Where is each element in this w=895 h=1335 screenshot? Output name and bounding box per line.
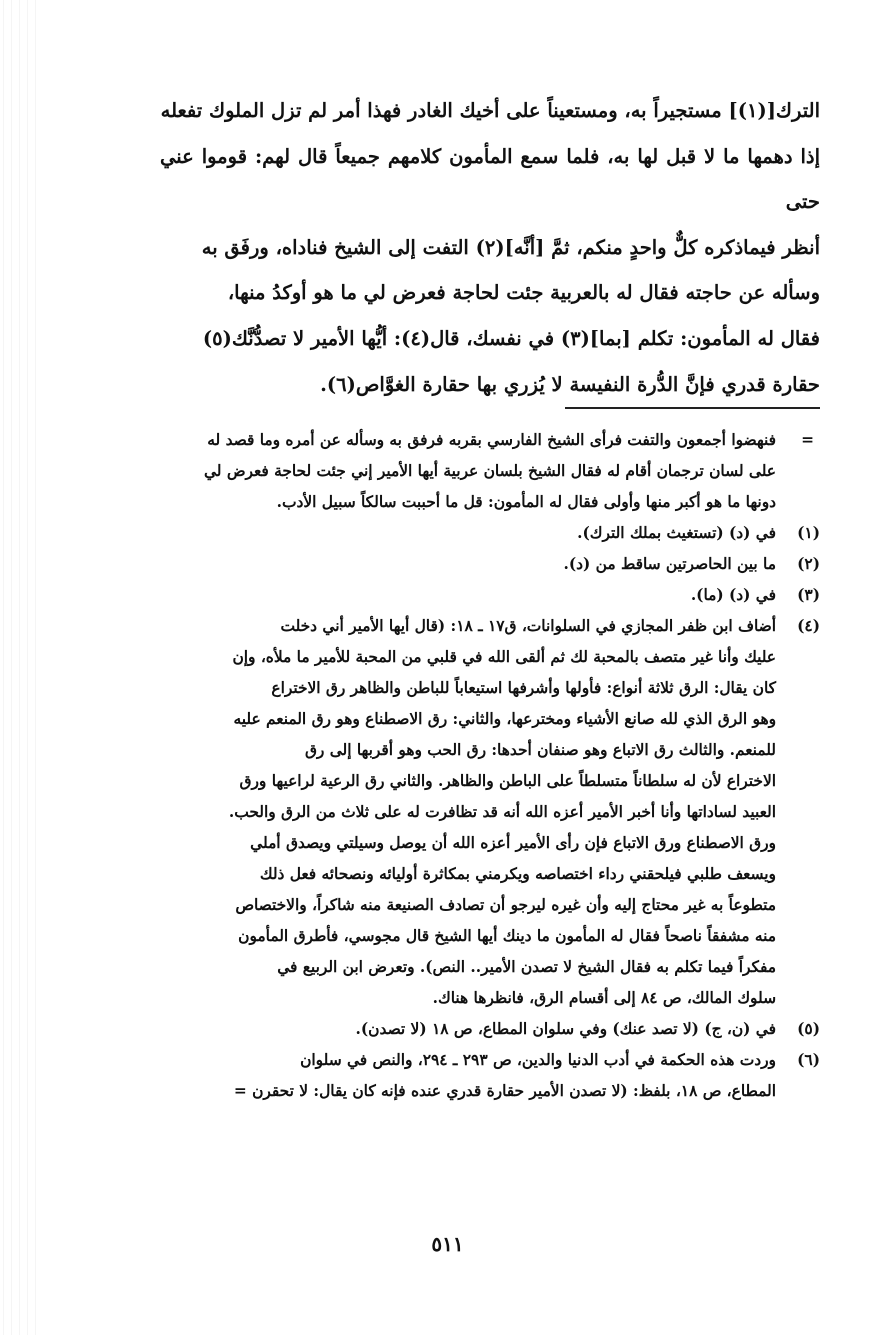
footnote-text — [160, 518, 776, 549]
footnote-line: متطوعاً به غير محتاج إليه وأن غيره ليرجو أن تصادف الصنيعة منه شاكراً، والاختصاص — [235, 896, 776, 914]
scan-edge-margin — [0, 0, 40, 1335]
footnote-4 — [160, 611, 820, 1014]
main-line: أنظر فيماذكره كلٌّ واحدٍ منكم، ثمَّ [أنَّه](٢) التفت إلى الشيخ فناداه، ورفَق به — [201, 235, 820, 259]
footnote-text — [160, 1014, 776, 1045]
main-line: الترك[(١)] مستجيراً به، ومستعيناً على أخيك الغادر فهذا أمر لم تزل الملوك تفعله — [160, 99, 820, 122]
footnote-1 — [160, 518, 820, 549]
main-text — [160, 88, 820, 407]
footnote-line: سلوك المالك، ص ٨٤ إلى أقسام الرق، فانظرها هناك. — [432, 989, 776, 1007]
footnote-5 — [160, 1014, 820, 1045]
footnote-line: ما بين الحاصرتين ساقط من (د). — [563, 555, 776, 573]
footnote-line: في (د) (تستغيث بملك الترك). — [577, 524, 776, 542]
continuation-mark: = — [801, 431, 814, 449]
footnote-number: (٢) — [797, 555, 820, 573]
footnote-line: المطاع، ص ١٨، بلفظ: (لا تصدن الأمير حقارة قدري عنده فإنه كان يقال: لا تحقرن = — [233, 1082, 776, 1100]
footnote-line: في (د) (ما). — [690, 586, 776, 604]
footnote-2 — [160, 549, 820, 580]
page-body — [160, 88, 820, 407]
footnote-line: الاختراع لأن له سلطاناً متسلطاً على الباطن والظاهر. والثاني رق الرعية لراعيها ورق — [239, 772, 776, 790]
footnote-line: وردت هذه الحكمة في أدب الدنيا والدين، ص ٢٩٣ ـ ٢٩٤، والنص في سلوان — [300, 1051, 776, 1069]
main-line: فقال له المأمون: تكلم [بما](٣) في نفسك، قال(٤): أيُّها الأمير لا تصدُّنَّك(٥) — [202, 326, 820, 350]
footnote-3 — [160, 580, 820, 611]
main-line: وسأله عن حاجته فقال له بالعربية جئت لحاجة فعرض لي ما هو أوكدُ منها، — [227, 281, 820, 305]
main-line: إذا دهمها ما لا قبل لها به، فلما سمع المأمون كلامهم جميعاً قال لهم: قوموا عني حتى — [160, 144, 820, 214]
footnote-line: عليك وأنا غير متصف بالمحبة لك ثم ألقى الله في قلبي من المحبة للأمير ما ملأه، وإن — [232, 648, 776, 666]
footnote-text — [160, 1045, 776, 1107]
main-line: حقارة قدري فإنَّ الدُّرة النفيسة لا يُزري بها حقارة الغوَّاص(٦). — [320, 372, 820, 396]
footnote-line: للمنعم. والثالث رق الاتباع وهو صنفان أحدها: رق الحب وهو أقربها إلى رق — [304, 741, 776, 759]
continuation-line: على لسان ترجمان أقام له فقال الشيخ بلسان عربية أيها الأمير إني جئت لحاجة فعرض لي — [203, 462, 776, 480]
footnote-number: (٣) — [797, 586, 820, 604]
footnote-text — [160, 580, 776, 611]
footnote-text — [160, 549, 776, 580]
footnote-line: في (ن، ج) (لا تصد عنك) وفي سلوان المطاع، ص ١٨ (لا تصدن). — [355, 1020, 776, 1038]
footnote-text — [160, 611, 776, 1014]
continuation-line: فنهضوا أجمعون والتفت فرأى الشيخ الفارسي بقربه فرفق به وسأله عن أمره وما قصد له — [207, 431, 776, 449]
footnote-line: أضاف ابن ظفر المجازي في السلوانات، ق١٧ ـ ١٨: (قال أيها الأمير أني دخلت — [280, 617, 776, 635]
footnote-line: العبيد لساداتها وأنا أخبر الأمير أعزه الله أنه قد تظافرت له على ثلاث من الرق والحب. — [228, 803, 776, 821]
continuation-line: دونها ما هو أكبر منها وأولى فقال له المأمون: قل ما أحببت سالكاً سبيل الأدب. — [276, 493, 776, 511]
footnote-number: (٤) — [797, 617, 820, 635]
footnote-number: (٥) — [797, 1020, 820, 1038]
footnotes-section — [160, 425, 820, 1107]
footnote-line: ويسعف طلبي فيلحقني رداء اختصاصه ويكرمني بمكاثرة أوليائه ونصحائه فعل ذلك — [259, 865, 776, 883]
footnote-line: وهو الرق الذي لله صانع الأشياء ومخترعها، والثاني: رق الاصطناع وهو رق المنعم عليه — [233, 710, 776, 728]
footnote-line: ورق الاصطناع ورق الاتباع فإن رأى الأمير أعزه الله أن يوصل وسيلتي ويصدق أملي — [250, 834, 776, 852]
footnote-number: (٦) — [797, 1051, 820, 1069]
footnote-continuation — [160, 425, 820, 518]
footnote-number: (١) — [797, 524, 820, 542]
page-number: ٥١١ — [431, 1232, 464, 1256]
footnote-line: كان يقال: الرق ثلاثة أنواع: فأولها وأشرفها استيعاباً للباطن والظاهر رق الاختراع — [271, 679, 776, 697]
footnote-separator — [565, 407, 820, 409]
footnote-line: مفكراً فيما تكلم به فقال الشيخ لا تصدن الأمير.. النص). وتعرض ابن الربيع في — [277, 958, 776, 976]
footnote-line: منه مشفقاً ناصحاً فقال له المأمون ما دينك أيها الشيخ قال مجوسي، فأطرق المأمون — [238, 927, 776, 945]
footnote-6 — [160, 1045, 820, 1107]
